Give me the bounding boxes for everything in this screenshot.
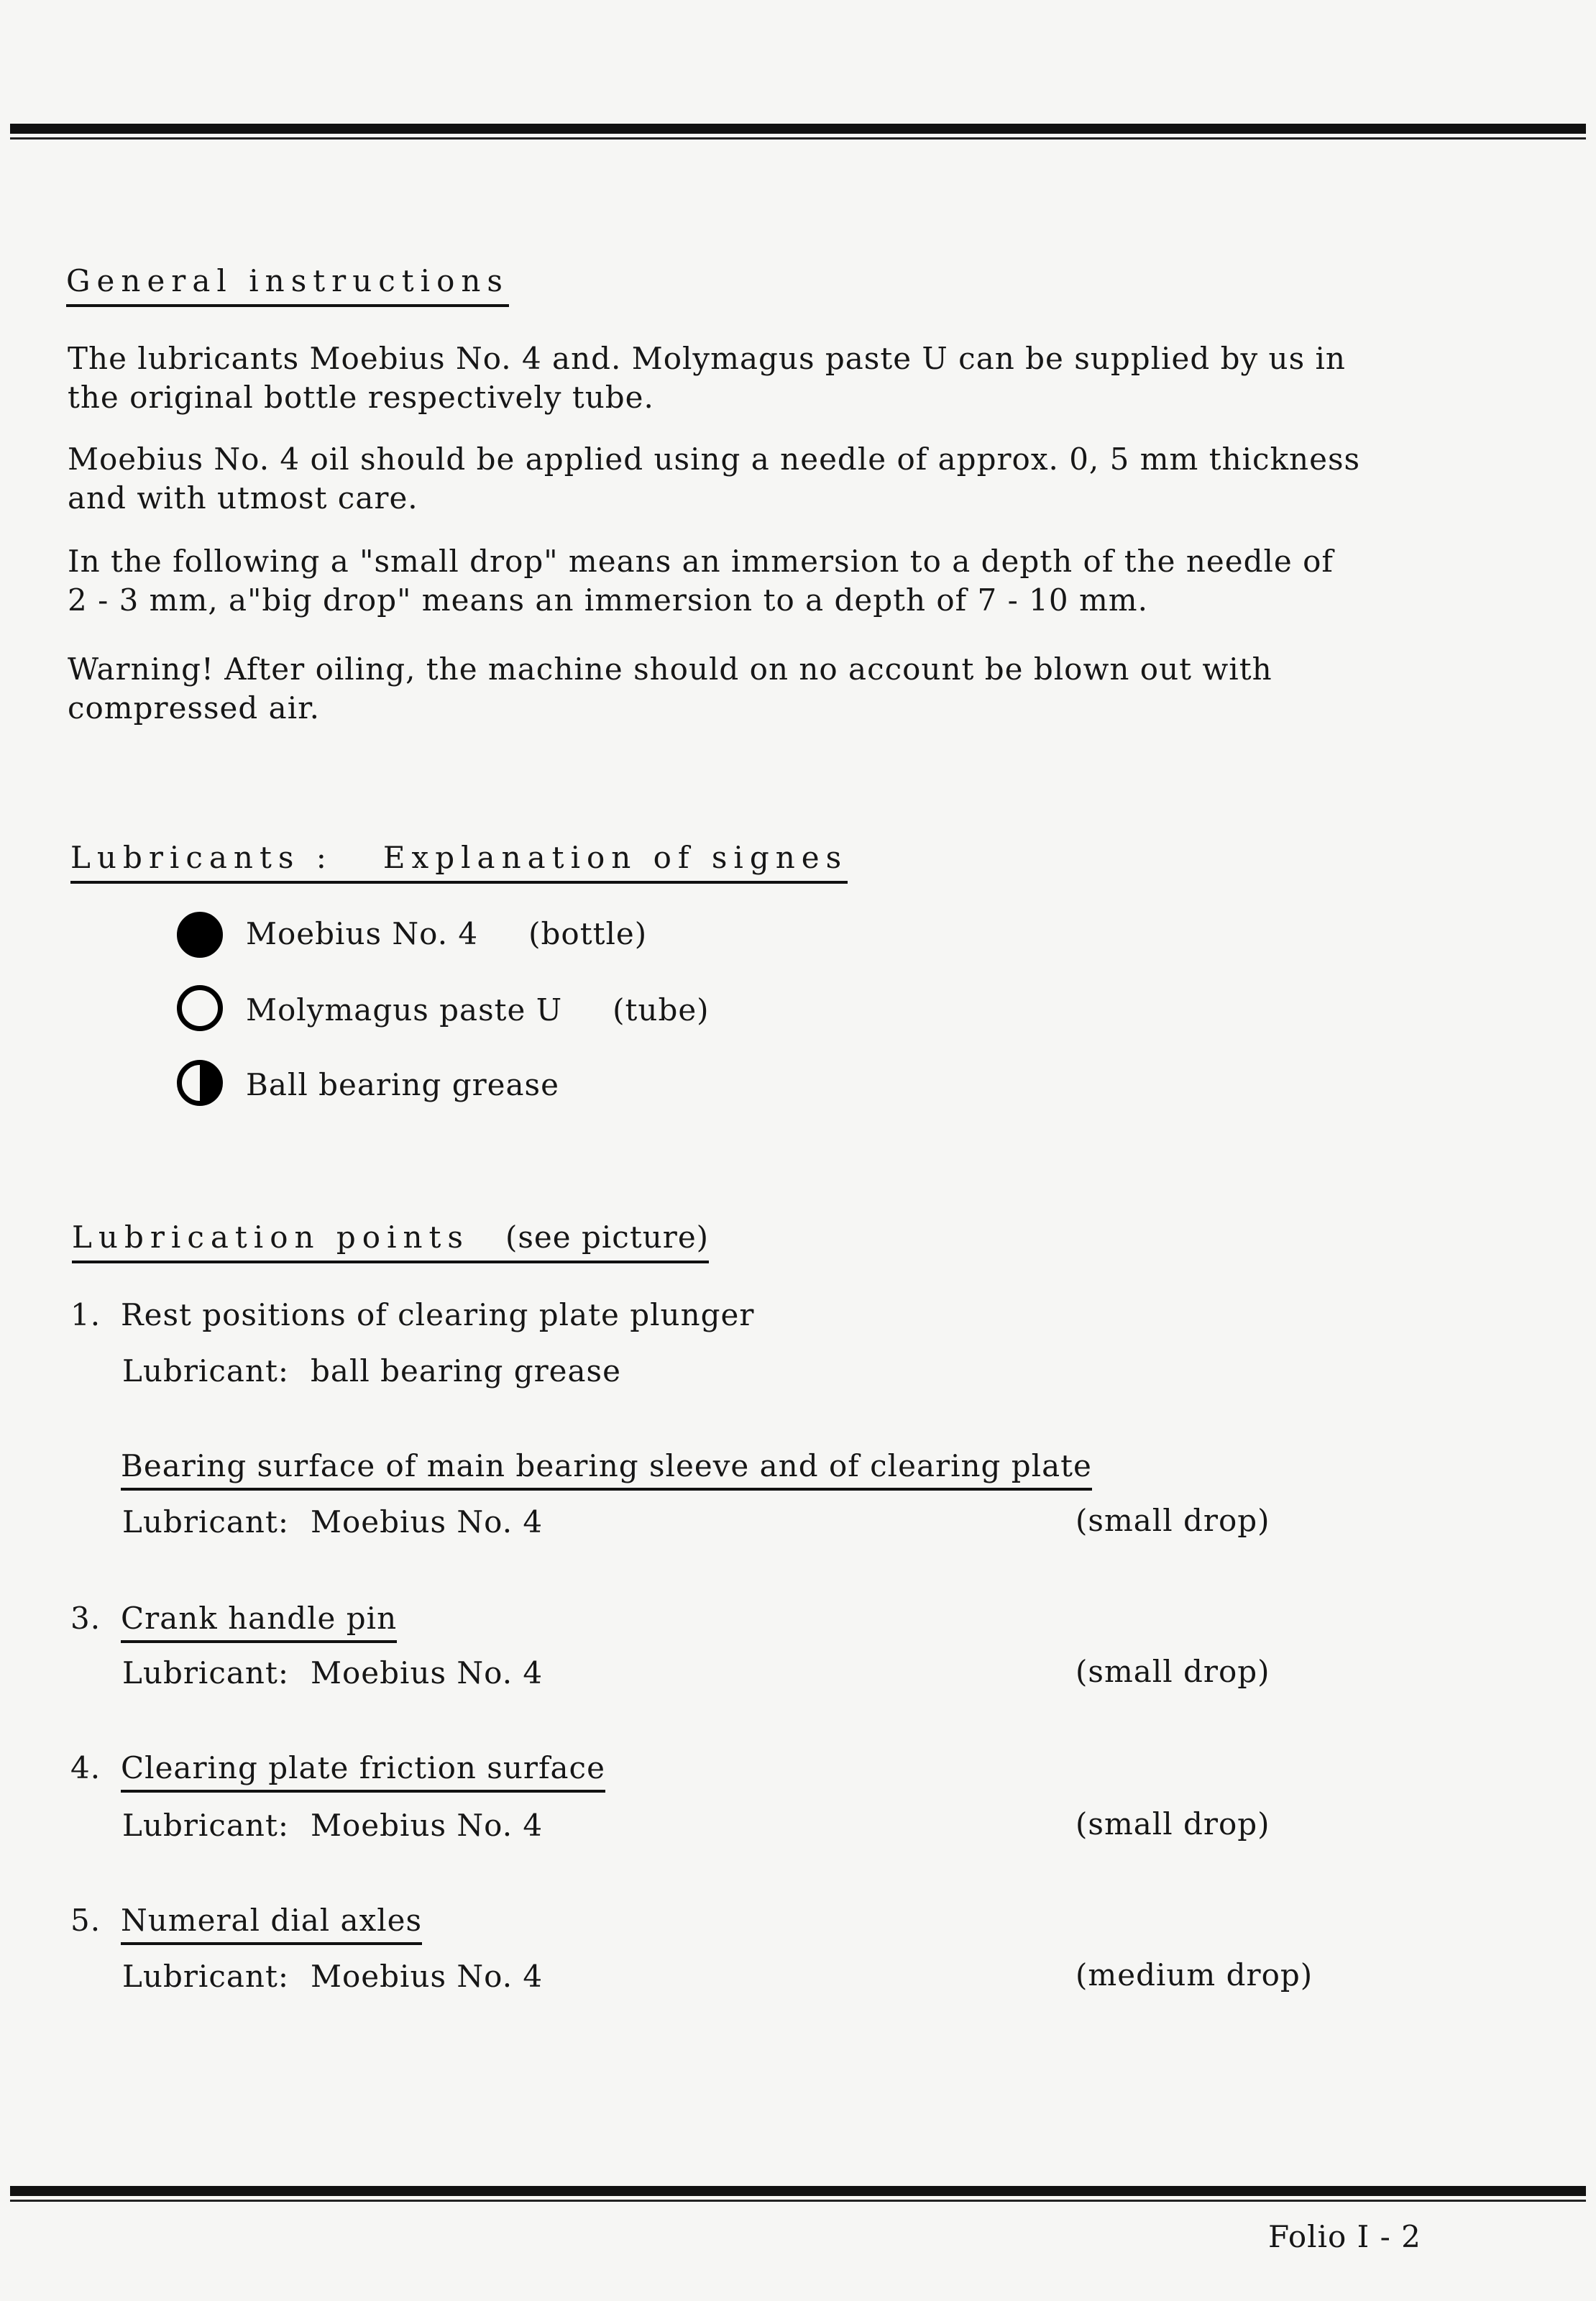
- point-title-text: Crank handle pin: [121, 1601, 397, 1643]
- point-amount: (small drop): [1076, 1503, 1270, 1538]
- lubricant-label: Lubricant:: [122, 1504, 289, 1540]
- legend-item-moebius: [246, 916, 647, 951]
- point-title-text: Clearing plate friction surface: [121, 1750, 605, 1793]
- warning-line-1: Warning! After oiling, the machine should on no account be blown out with: [68, 651, 1272, 687]
- point-number: 1.: [70, 1297, 101, 1332]
- general-paragraph-3-line-1: In the following a "small drop" means an immersion to a depth of the needle of: [68, 544, 1334, 579]
- point-lubricant: [122, 1353, 621, 1389]
- folio-number: Folio I - 2: [1268, 2219, 1421, 2254]
- half-circle-icon: [177, 1060, 223, 1106]
- legend-item-container: (tube): [613, 992, 710, 1028]
- point-title-text: Numeral dial axles: [121, 1903, 422, 1945]
- point-amount: (small drop): [1076, 1806, 1270, 1842]
- general-paragraph-2-line-1: Moebius No. 4 oil should be applied using a needle of approx. 0, 5 mm thickness: [68, 442, 1361, 477]
- legend-item-name: Molymagus paste U: [246, 992, 563, 1028]
- point-lubricant: [122, 1959, 543, 1994]
- point-number: 5.: [70, 1903, 101, 1938]
- point-amount: (small drop): [1076, 1654, 1270, 1689]
- lubricant-label: Lubricant:: [122, 1808, 289, 1843]
- general-paragraph-3-line-2: 2 - 3 mm, a"big drop" means an immersion to a depth of 7 - 10 mm.: [68, 582, 1148, 618]
- legend-item-name: Moebius No. 4: [246, 916, 479, 951]
- point-title: [121, 1448, 1092, 1483]
- general-paragraph-2-line-2: and with utmost care.: [68, 480, 418, 516]
- legend-item-name: Ball bearing grease: [246, 1067, 559, 1102]
- lubricant-label: Lubricant:: [122, 1353, 289, 1389]
- see-picture-label: (see picture): [505, 1220, 710, 1255]
- point-number: 3.: [70, 1601, 101, 1636]
- lubricant-value: Moebius No. 4: [310, 1959, 544, 1994]
- lubrication-points-heading: [72, 1220, 709, 1263]
- point-amount: (medium drop): [1076, 1957, 1313, 1993]
- lubricant-value: ball bearing grease: [310, 1353, 621, 1389]
- point-lubricant: [122, 1655, 543, 1691]
- point-title: Rest positions of clearing plate plunger: [121, 1297, 755, 1332]
- lubrication-points-label: Lubrication points: [72, 1220, 469, 1255]
- point-lubricant: [122, 1504, 543, 1540]
- explanation-of-signs-label: Explanation of signes: [382, 840, 848, 875]
- point-number: 4.: [70, 1750, 101, 1785]
- lubricant-label: Lubricant:: [122, 1655, 289, 1691]
- lubricant-value: Moebius No. 4: [310, 1808, 544, 1843]
- legend-item-molymagus: [246, 992, 710, 1028]
- warning-line-2: compressed air.: [68, 690, 320, 726]
- empty-circle-icon: [177, 985, 223, 1031]
- point-title: [121, 1601, 397, 1636]
- top-rule: [10, 124, 1586, 134]
- general-paragraph-1-line-1: The lubricants Moebius No. 4 and. Molymagus paste U can be supplied by us in: [68, 341, 1346, 376]
- legend-item-ball-bearing-grease: [246, 1067, 559, 1102]
- point-lubricant: [122, 1808, 543, 1843]
- lubricant-label: Lubricant:: [122, 1959, 289, 1994]
- general-instructions-heading: General instructions: [66, 263, 509, 307]
- bottom-rule: [10, 2186, 1586, 2196]
- lubricants-heading: [70, 840, 848, 884]
- filled-circle-icon: [177, 912, 223, 958]
- point-title-text: Bearing surface of main bearing sleeve and of clearing plate: [121, 1448, 1092, 1491]
- point-title: [121, 1750, 605, 1785]
- point-title: [121, 1903, 422, 1938]
- lubricant-value: Moebius No. 4: [310, 1504, 544, 1540]
- general-paragraph-1-line-2: the original bottle respectively tube.: [68, 380, 654, 415]
- legend-item-container: (bottle): [528, 916, 648, 951]
- lubricants-heading-label: Lubricants :: [70, 840, 333, 875]
- lubricant-value: Moebius No. 4: [310, 1655, 544, 1691]
